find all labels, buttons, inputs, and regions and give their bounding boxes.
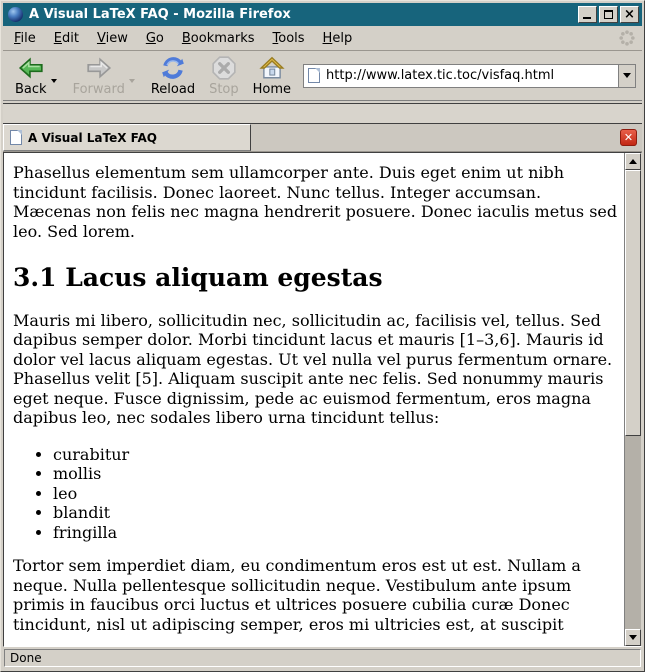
close-tab-icon: ✕ xyxy=(623,131,634,144)
list-item: • mollis xyxy=(53,464,618,484)
stop-button[interactable] xyxy=(205,54,243,98)
arrow-down-icon xyxy=(629,635,637,644)
status-message: Done xyxy=(4,649,641,667)
stop-label: Stop xyxy=(209,81,239,97)
menu-bar xyxy=(3,26,642,51)
window-title: A Visual LaTeX FAQ - Mozilla Firefox xyxy=(29,7,291,22)
web-page-content xyxy=(4,153,624,646)
back-label: Back xyxy=(15,81,47,97)
tab-bar-empty-space xyxy=(251,124,620,151)
url-dropdown-button[interactable] xyxy=(618,65,635,87)
maximize-button[interactable] xyxy=(599,6,618,23)
close-tab-button[interactable] xyxy=(620,129,637,146)
throbber-icon xyxy=(618,29,636,47)
navigation-toolbar xyxy=(3,51,642,101)
home-icon xyxy=(259,55,285,81)
scrollbar-track[interactable] xyxy=(625,436,641,629)
menu-view[interactable]: View xyxy=(96,30,128,46)
minimize-button[interactable] xyxy=(578,6,597,23)
bookmarks-toolbar xyxy=(3,103,642,124)
vertical-scrollbar[interactable] xyxy=(624,153,641,646)
maximize-icon xyxy=(604,10,613,19)
reload-label: Reload xyxy=(150,81,196,97)
status-bar xyxy=(3,648,642,669)
menu-bookmarks[interactable]: Bookmarks xyxy=(181,30,255,46)
list-item: • blandit xyxy=(53,503,618,523)
section-heading: 3.1 Lacus aliquam egestas xyxy=(13,263,383,293)
forward-label: Forward xyxy=(72,81,125,97)
paragraph: Tortor sem imperdiet diam, eu condimentum eros est ut est. Nullam a neque. Nulla pellentesque sollicitudin neque. Vestibulum ante ipsum primis in faucibus orci luctus et ultrices posuere cubilia curæ Donec tincidunt, nisl ut adipiscing semper, eros mi ultricies est, at suscipit xyxy=(13,556,581,634)
forward-icon xyxy=(86,55,112,81)
bullet-list xyxy=(13,445,618,543)
list-item: • fringilla xyxy=(53,523,618,543)
menu-file[interactable]: File xyxy=(14,30,36,46)
close-icon: × xyxy=(624,7,635,22)
menu-edit[interactable]: Edit xyxy=(53,30,79,46)
minimize-icon xyxy=(583,17,591,19)
tab-bar xyxy=(3,124,642,152)
list-item: • leo xyxy=(53,484,618,504)
menu-help[interactable]: Help xyxy=(322,30,353,46)
home-button[interactable] xyxy=(249,54,295,98)
back-button[interactable] xyxy=(11,54,51,98)
paragraph: Phasellus elementum sem ullamcorper ante. Duis eget enim ut nibh tincidunt facilisis. Donec laoreet. Nunc tellus. Integer accumsan. Mæcenas non felis nec magna hendrerit posuere. Donec iaculis metus sed leo. Sed lorem. xyxy=(13,163,618,241)
reload-button[interactable] xyxy=(147,54,199,98)
page-icon xyxy=(308,68,320,83)
url-bar[interactable] xyxy=(303,64,636,88)
back-dropdown-caret[interactable] xyxy=(51,79,57,86)
arrow-up-icon xyxy=(629,155,637,164)
menu-tools[interactable]: Tools xyxy=(272,30,305,46)
firefox-globe-icon xyxy=(8,7,23,22)
list-item: • curabitur xyxy=(53,445,618,465)
menu-go[interactable]: Go xyxy=(145,30,164,46)
stop-icon xyxy=(211,55,237,81)
scroll-down-button[interactable] xyxy=(625,629,641,646)
chevron-down-icon xyxy=(623,73,631,82)
title-bar[interactable] xyxy=(3,3,642,26)
back-icon xyxy=(18,55,44,81)
forward-button[interactable] xyxy=(69,54,129,98)
home-label: Home xyxy=(252,81,292,97)
content-viewport xyxy=(3,152,642,647)
paragraph: Mauris mi libero, sollicitudin nec, sollicitudin ac, facilisis vel, tellus. Sed dapibus semper dolor. Morbi tincidunt lacus et mauris [1–3,6]. Mauris id dolor vel lacus aliquam egestas. Ut vel nulla vel purus fermentum ornare. Phasellus velit [5]. Aliquam suscipit ante nec felis. Sed nonummy mauris eget neque. Fusce dignissim, pede ac euismod fermentum, eros magna dapibus leo, nec sodales libero urna tincidunt tellus: xyxy=(13,310,613,428)
tab-visual-latex-faq[interactable] xyxy=(3,124,251,151)
scrollbar-thumb[interactable] xyxy=(625,170,641,436)
reload-icon xyxy=(160,55,186,81)
tab-label: A Visual LaTeX FAQ xyxy=(28,130,157,145)
url-input[interactable] xyxy=(320,66,618,86)
tab-page-icon xyxy=(10,130,22,145)
forward-dropdown-caret[interactable] xyxy=(129,79,135,86)
close-button[interactable] xyxy=(620,6,639,23)
scroll-up-button[interactable] xyxy=(625,153,641,170)
